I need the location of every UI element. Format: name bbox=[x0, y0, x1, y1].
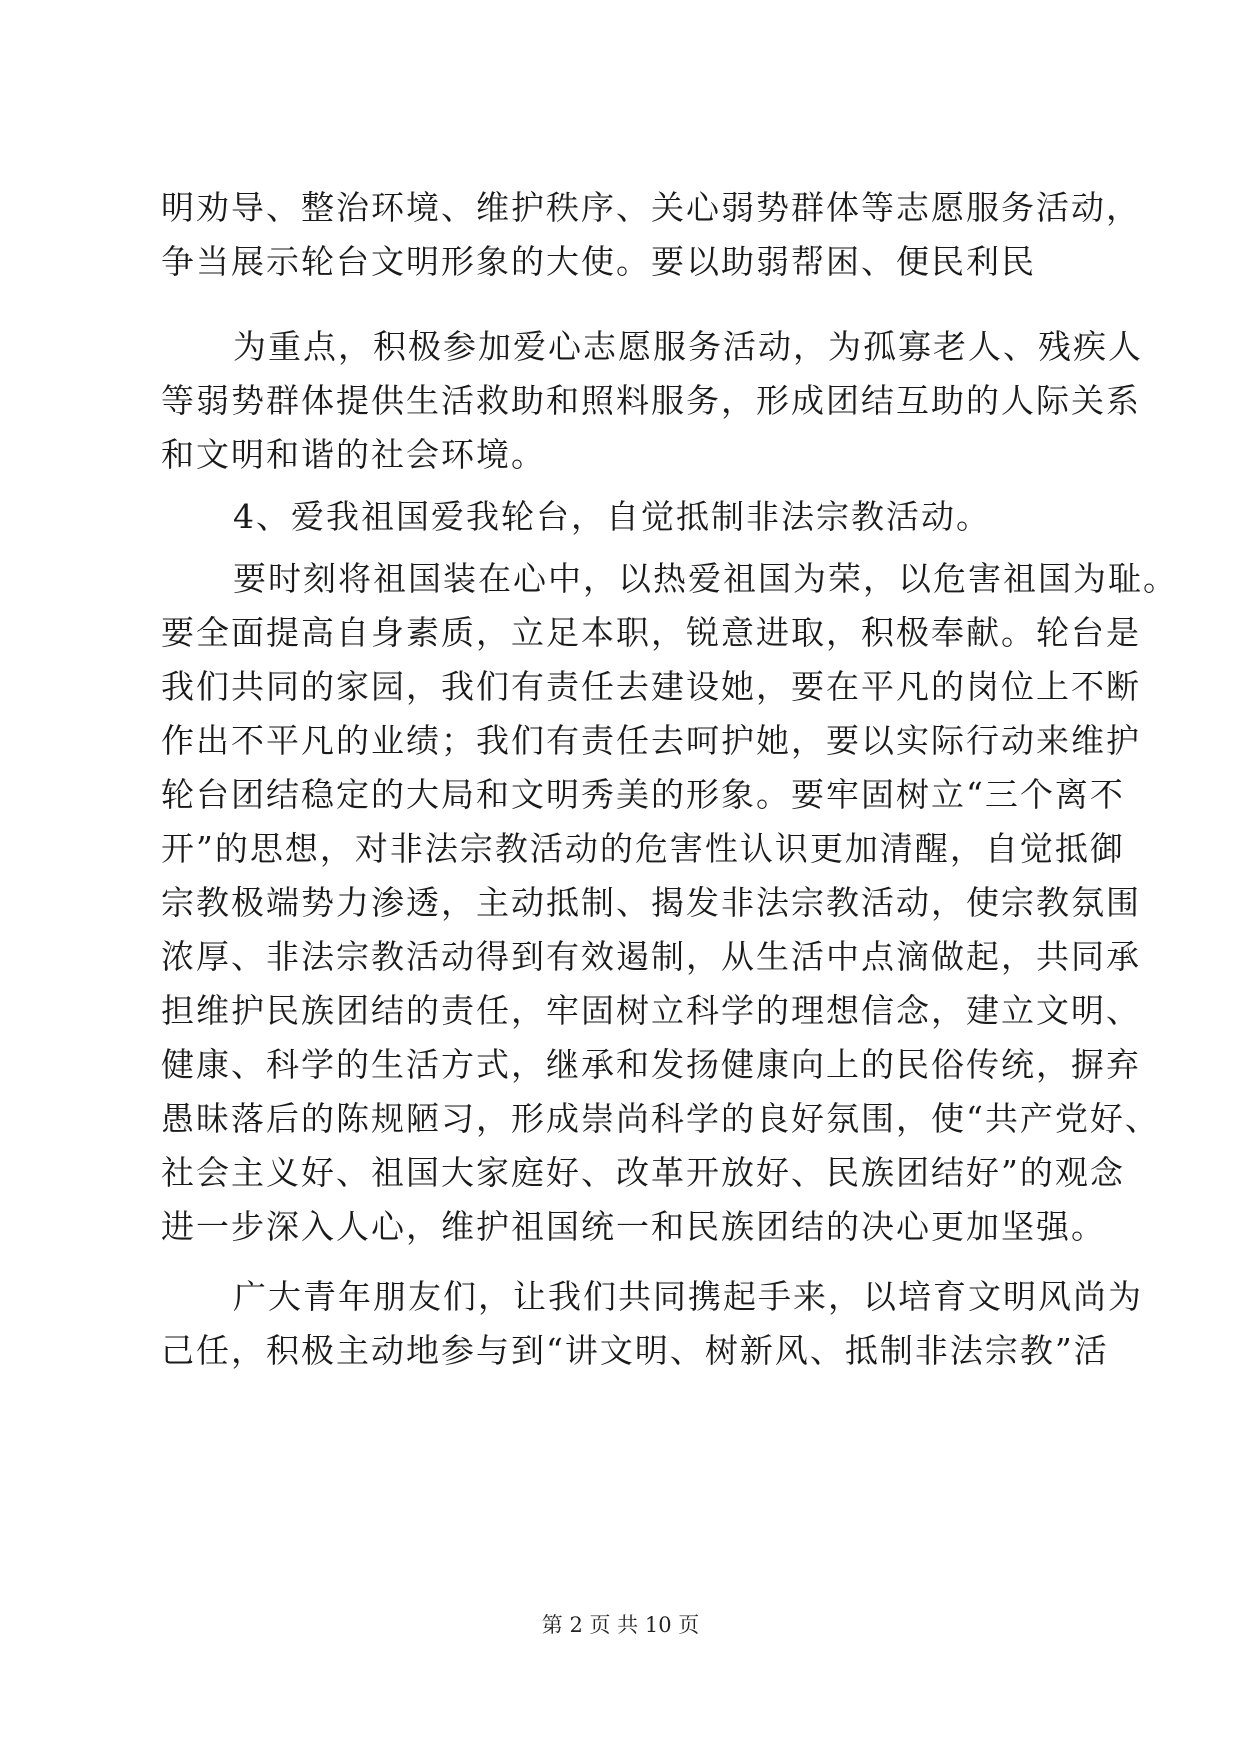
paragraph-line: 广大青年朋友们，让我们共同携起手来，以培育文明风尚为 bbox=[233, 1277, 1143, 1316]
paragraph-line: 轮台团结稳定的大局和文明秀美的形象。要牢固树立“三个离不 bbox=[161, 775, 1125, 814]
paragraph-line: 要时刻将祖国装在心中，以热爱祖国为荣，以危害祖国为耻。 bbox=[233, 559, 1178, 598]
paragraph-line: 社会主义好、祖国大家庭好、改革开放好、民族团结好”的观念 bbox=[161, 1153, 1125, 1192]
paragraph-line: 健康、科学的生活方式，继承和发扬健康向上的民俗传统，摒弃 bbox=[161, 1045, 1141, 1084]
paragraph-line: 开”的思想，对非法宗教活动的危害性认识更加清醒，自觉抵御 bbox=[161, 829, 1125, 868]
page-number-footer: 第 2 页 共 10 页 bbox=[541, 1613, 700, 1637]
paragraph-line: 进一步深入人心，维护祖国统一和民族团结的决心更加坚强。 bbox=[161, 1207, 1106, 1246]
paragraph-line: 明劝导、整治环境、维护秩序、关心弱势群体等志愿服务活动， bbox=[161, 188, 1141, 227]
paragraph-line: 争当展示轮台文明形象的大使。要以助弱帮困、便民利民 bbox=[161, 242, 1036, 281]
paragraph-line: 宗教极端势力渗透，主动抵制、揭发非法宗教活动，使宗教氛围 bbox=[161, 883, 1141, 922]
paragraph-line: 4、爱我祖国爱我轮台，自觉抵制非法宗教活动。 bbox=[233, 497, 991, 536]
paragraph-line: 为重点，积极参加爱心志愿服务活动，为孤寡老人、残疾人 bbox=[233, 327, 1143, 366]
paragraph-line: 和文明和谐的社会环境。 bbox=[161, 435, 546, 474]
paragraph-line: 己任，积极主动地参与到“讲文明、树新风、抵制非法宗教”活 bbox=[161, 1331, 1109, 1370]
paragraph-line: 担维护民族团结的责任，牢固树立科学的理想信念，建立文明、 bbox=[161, 991, 1141, 1030]
paragraph-line: 浓厚、非法宗教活动得到有效遏制，从生活中点滴做起，共同承 bbox=[161, 937, 1141, 976]
paragraph-line: 要全面提高自身素质，立足本职，锐意进取，积极奉献。轮台是 bbox=[161, 613, 1141, 652]
paragraph-line: 等弱势群体提供生活救助和照料服务，形成团结互助的人际关系 bbox=[161, 381, 1141, 420]
paragraph-line: 作出不平凡的业绩；我们有责任去呵护她，要以实际行动来维护 bbox=[161, 721, 1141, 760]
paragraph-line: 愚昧落后的陈规陋习，形成崇尚科学的良好氛围，使“共产党好、 bbox=[161, 1099, 1160, 1138]
paragraph-line: 我们共同的家园，我们有责任去建设她，要在平凡的岗位上不断 bbox=[161, 667, 1141, 706]
